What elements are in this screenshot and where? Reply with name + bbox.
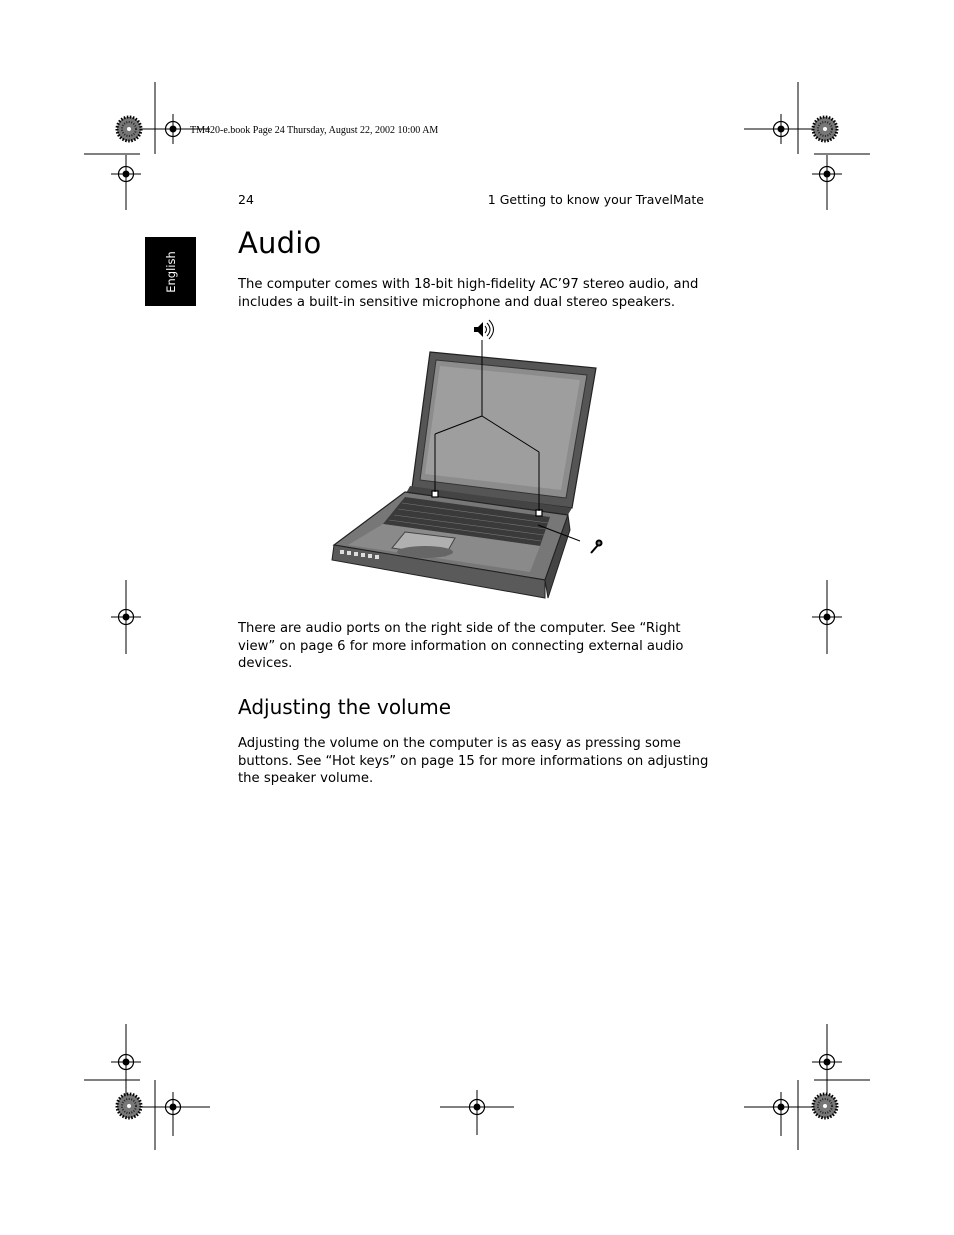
subsection-title: Adjusting the volume xyxy=(238,695,452,719)
page-number: 24 xyxy=(238,192,254,207)
section-title: Audio xyxy=(238,226,322,260)
print-slug: TM420-e.book Page 24 Thursday, August 22, 2002 10:00 AM xyxy=(190,125,439,136)
intro-paragraph: The computer comes with 18-bit high-fidelity AC’97 stereo audio, and includes a built-in sensitive microphone and dual stereo speakers. xyxy=(238,277,699,310)
language-tab-label: English xyxy=(163,250,178,293)
volume-paragraph: Adjusting the volume on the computer is as easy as pressing some buttons. See “Hot keys” on page 15 for more informations on adjusting the speaker volume. xyxy=(238,736,709,786)
running-head: 1 Getting to know your TravelMate xyxy=(487,192,704,207)
ports-paragraph: There are audio ports on the right side of the computer. See “Right view” on page 6 for more information on connecting external audio devices. xyxy=(238,621,684,671)
language-tab xyxy=(145,237,196,306)
